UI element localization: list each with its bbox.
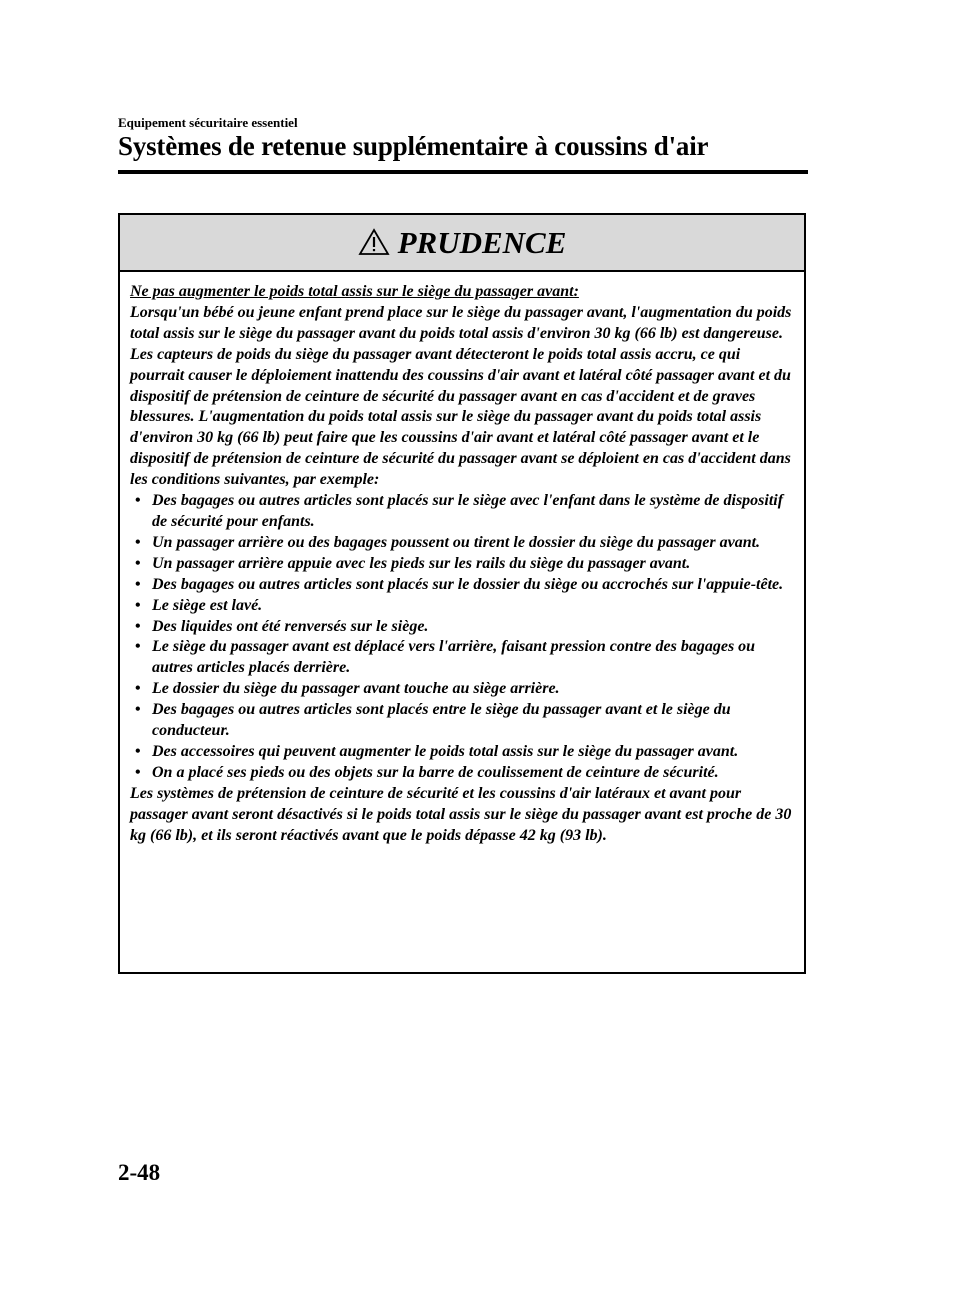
caution-body <box>120 272 804 846</box>
title-divider <box>118 170 808 174</box>
caution-header <box>120 215 804 272</box>
list-item-text: Un passager arrière appuie avec les pieds sur les rails du siège du passager avant. <box>152 554 691 572</box>
caution-heading: PRUDENCE <box>397 224 567 260</box>
list-item-text: On a placé ses pieds ou des objets sur la barre de coulissement de ceinture de sécurité. <box>152 763 719 781</box>
bullet-glyph: • <box>135 617 141 635</box>
page-number: 2-48 <box>118 1160 161 1185</box>
bullet-glyph: • <box>135 596 141 614</box>
bullet-glyph: • <box>135 638 141 656</box>
condition-list <box>130 491 794 784</box>
page-title: Systèmes de retenue supplémentaire à coussins d'air <box>118 131 709 161</box>
bullet-glyph: • <box>135 492 141 510</box>
bullet-glyph: • <box>135 533 141 551</box>
list-item-text: Des accessoires qui peuvent augmenter le poids total assis sur le siège du passager avant. <box>152 742 739 760</box>
bullet-glyph: • <box>135 680 141 698</box>
caution-box <box>118 213 806 974</box>
list-item-text: Le dossier du siège du passager avant touche au siège arrière. <box>152 680 560 698</box>
caution-subheading: Ne pas augmenter le poids total assis sur le siège du passager avant: <box>130 283 579 300</box>
list-item <box>130 637 794 679</box>
list-item-text: Des bagages ou autres articles sont placés sur le siège avec l'enfant dans le système de dispositif de sécurité pour enfants. <box>152 492 784 530</box>
warning-triangle-icon <box>358 228 390 256</box>
list-item-text: Un passager arrière ou des bagages poussent ou tirent le dossier du siège du passager avant. <box>152 533 761 551</box>
list-item-text: Des bagages ou autres articles sont placés sur le dossier du siège ou accrochés sur l'appuie-tête. <box>152 575 784 593</box>
bullet-glyph: • <box>135 701 141 719</box>
list-item <box>130 742 794 763</box>
bullet-glyph: • <box>135 742 141 760</box>
list-item <box>130 554 794 575</box>
bullet-glyph: • <box>135 554 141 572</box>
list-item <box>130 617 794 638</box>
bullet-glyph: • <box>135 763 141 781</box>
list-item <box>130 575 794 596</box>
list-item <box>130 763 794 784</box>
caution-closing: Les systèmes de prétension de ceinture de sécurité et les coussins d'air latéraux et avant pour passager avant seront désactivés si le poids total assis sur le siège du passager avant est proche de 30 kg (66 lb), et ils seront réactivés avant que le poids dépasse 42 kg (93 lb). <box>130 784 792 844</box>
caution-intro: Lorsqu'un bébé ou jeune enfant prend place sur le siège du passager avant, l'augmentation du poids total assis sur le siège du passager avant du poids total assis d'environ 30 kg (66 lb) est dangereuse. Les capteurs de poids du siège du passager avant détecteront le poids total assis accru, ce qui pourrait causer le déploiement inattendu des coussins d'air avant et latéral côté passager avant et du dispositif de prétension de ceinture de sécurité du passager avant en cas d'accident et de graves blessures. L'augmentation du poids total assis sur le siège du passager avant du poids total assis d'environ 30 kg (66 lb) peut faire que les coussins d'air avant et latéral côté passager avant et le dispositif de prétension de ceinture de sécurité du passager avant se déploient en cas d'accident dans les conditions suivantes, par exemple: <box>130 303 792 489</box>
list-item <box>130 533 794 554</box>
section-label: Equipement sécuritaire essentiel <box>118 115 298 130</box>
list-item <box>130 679 794 700</box>
list-item-text: Le siège est lavé. <box>152 596 263 614</box>
list-item-text: Des liquides ont été renversés sur le siège. <box>152 617 429 635</box>
bullet-glyph: • <box>135 575 141 593</box>
list-item-text: Des bagages ou autres articles sont placés entre le siège du passager avant et le siège du conducteur. <box>152 701 731 740</box>
list-item <box>130 491 794 533</box>
list-item <box>130 700 794 742</box>
list-item <box>130 596 794 617</box>
list-item-text: Le siège du passager avant est déplacé vers l'arrière, faisant pression contre des bagages ou autres articles placés derrière. <box>152 638 756 677</box>
